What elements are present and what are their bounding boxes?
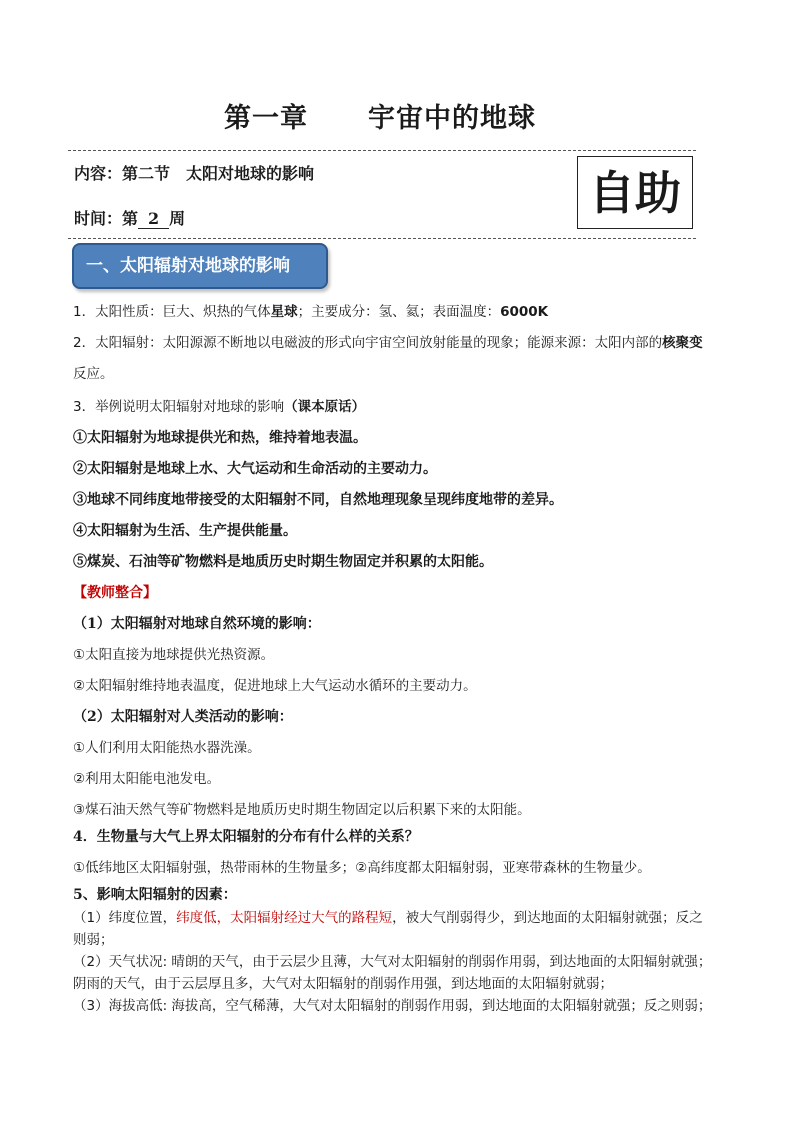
human-effect-item: ①人们利用太阳能热水器洗澡。 [73, 740, 261, 756]
week-number: 2 [138, 209, 169, 229]
human-effect-item: ②利用太阳能电池发电。 [73, 771, 221, 787]
content-label: 内容：第二节 太阳对地球的影响 [74, 164, 315, 183]
divider-middle [68, 238, 696, 239]
effect-item: ⑤煤炭、石油等矿物燃料是地质历史时期生物固定并积累的太阳能。 [73, 554, 493, 570]
item-1: 1．太阳性质：巨大、炽热的气体星球；主要成分：氢、氦；表面温度：6000K [73, 304, 549, 320]
effect-item: ③地球不同纬度地带接受的太阳辐射不同，自然地理现象呈现纬度地带的差异。 [73, 492, 563, 508]
self-help-stamp: 自助 [577, 156, 693, 229]
teacher-integration-label: 【教师整合】 [73, 585, 157, 601]
item-2-line-1: 2．太阳辐射：太阳源源不断地以电磁波的形式向宇宙空间放射能量的现象；能源来源：太阳内部的核聚变 [73, 335, 703, 351]
chapter-title: 宇宙中的地球 [368, 103, 536, 134]
time-label: 时间：第 2 周 [74, 209, 186, 228]
item-3: 3．举例说明太阳辐射对地球的影响（课本原话） [73, 399, 366, 415]
factor-1-line-1: （1）纬度位置，纬度低，太阳辐射经过大气的路程短，被大气削弱得少，到达地面的太阳辐射就强；反之 [73, 910, 703, 926]
factor-3: （3）海拔高低: 海拔高，空气稀薄，大气对太阳辐射的削弱作用弱，到达地面的太阳辐射就强；反之则弱； [73, 998, 712, 1014]
question-5: 5、影响太阳辐射的因素： [73, 887, 237, 903]
effect-item: ④太阳辐射为生活、生产提供能量。 [73, 523, 297, 539]
natural-effect-item: ①太阳直接为地球提供光热资源。 [73, 647, 275, 663]
question-4: 4．生物量与大气上界太阳辐射的分布有什么样的关系？ [73, 829, 419, 845]
factor-2-line-2: 阴雨的天气，由于云层厚且多，大气对太阳辐射的削弱作用强，到达地面的太阳辐射就弱； [73, 976, 613, 992]
chapter-number: 第一章 [224, 103, 308, 134]
factor-2-line-1: （2）天气状况: 晴朗的天气，由于云层少且薄，大气对太阳辐射的削弱作用弱，到达地面的太阳辐射就强； [73, 954, 712, 970]
natural-effects-heading: （1）太阳辐射对地球自然环境的影响： [73, 616, 321, 632]
human-effect-item: ③煤石油天然气等矿物燃料是地质历史时期生物固定以后积累下来的太阳能。 [73, 802, 531, 818]
effect-item: ①太阳辐射为地球提供光和热，维持着地表温。 [73, 430, 367, 446]
page-title [0, 96, 760, 135]
factor-1-line-2: 则弱； [73, 932, 114, 948]
section-heading: 一、太阳辐射对地球的影响 [72, 243, 328, 289]
effect-item: ②太阳辐射是地球上水、大气运动和生命活动的主要动力。 [73, 461, 437, 477]
item-2-line-2: 反应。 [73, 366, 114, 382]
divider-top [68, 150, 696, 151]
question-4-answer: ①低纬地区太阳辐射强，热带雨林的生物量多；②高纬度都太阳辐射弱，亚寒带森林的生物量少。 [73, 860, 651, 876]
natural-effect-item: ②太阳辐射维持地表温度，促进地球上大气运动水循环的主要动力。 [73, 678, 477, 694]
human-effects-heading: （2）太阳辐射对人类活动的影响： [73, 709, 293, 725]
